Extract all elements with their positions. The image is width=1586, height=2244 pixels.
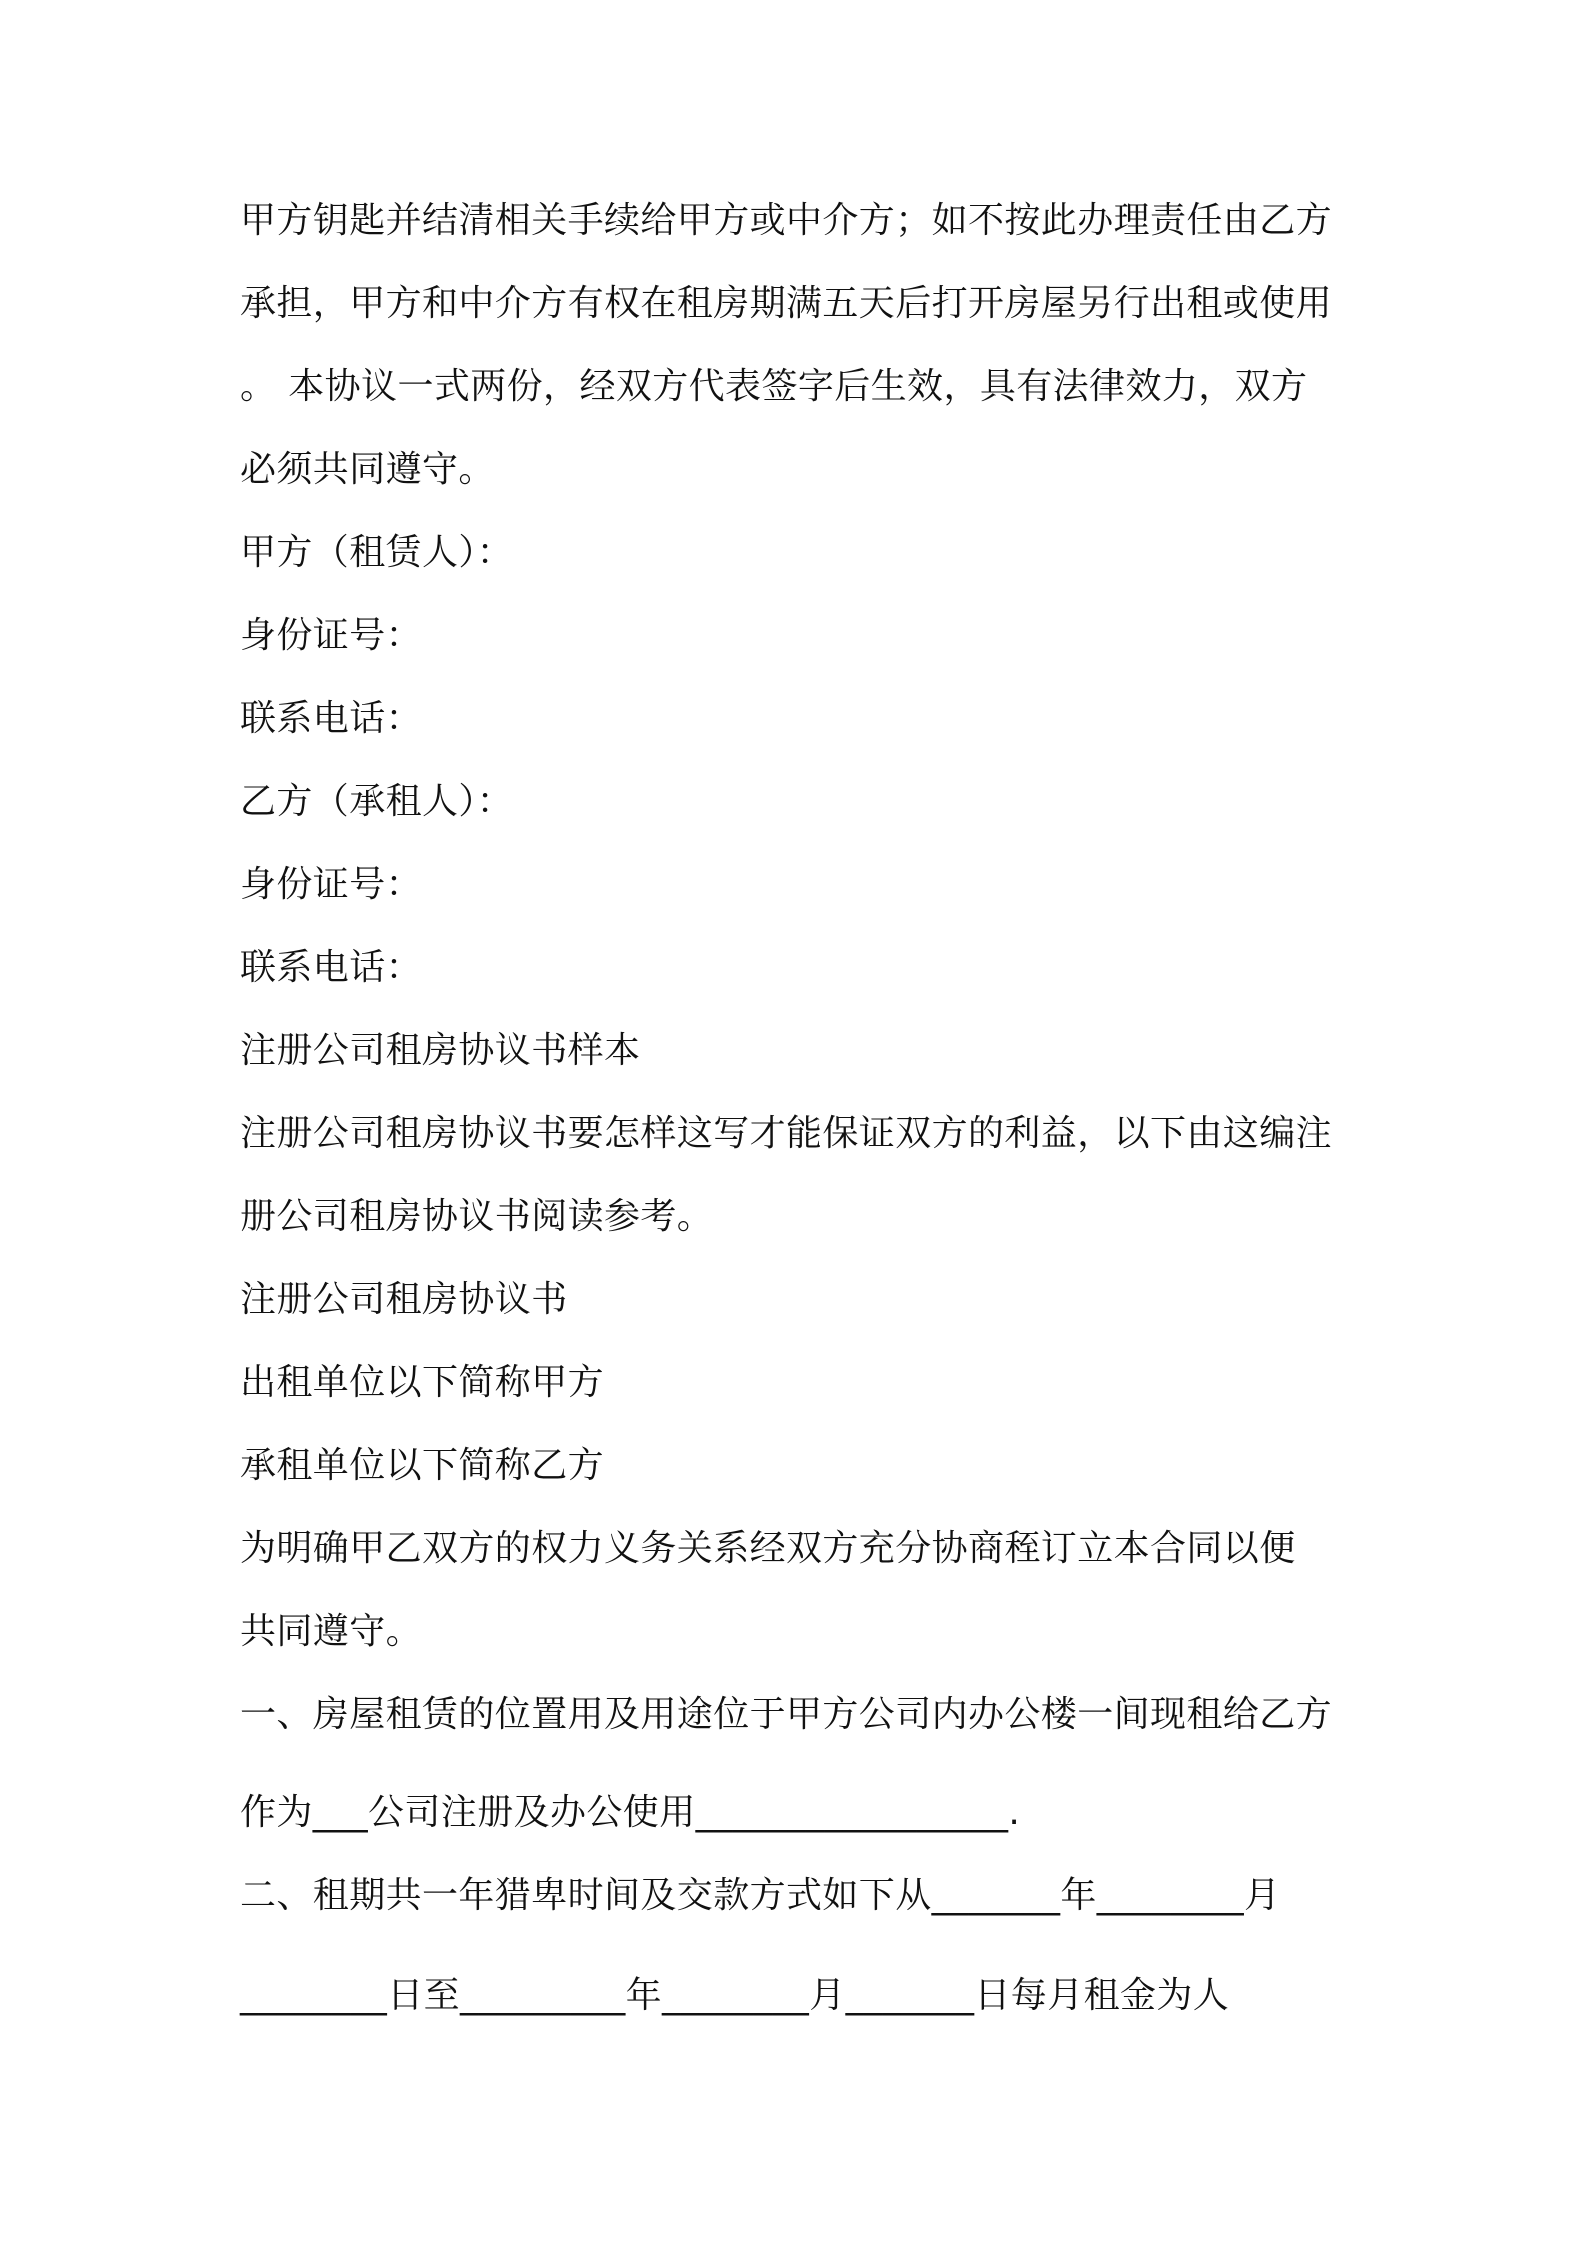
- clause-one-continued: 作为___公司注册及办公使用_________________.: [240, 1792, 1021, 1833]
- party-b-label: 乙方（承租人）：: [240, 781, 514, 822]
- text-line: 甲方钥匙并结清相关手续给甲方或中介方；如不按此办理责任由乙方: [240, 200, 1333, 241]
- text-line: 共同遵守。: [240, 1611, 423, 1652]
- clause-two: 二、租期共一年猎卑时间及交款方式如下从_______年________月: [240, 1875, 1281, 1916]
- agreement-title: 注册公司租房协议书: [240, 1279, 568, 1320]
- text-line: 为明确甲乙双方的权力义务关系经双方充分协商秷订立本合同以便: [240, 1528, 1296, 1569]
- clause-one: 一、房屋租赁的位置用及用途位于甲方公司内办公楼一间现租给乙方: [240, 1694, 1333, 1735]
- lessee-definition: 承租单位以下简称乙方: [240, 1445, 605, 1486]
- party-b-id-label: 身份证号：: [240, 864, 423, 905]
- party-b-phone-label: 联系电话：: [240, 947, 423, 988]
- clause-two-continued: ________日至_________年________月_______日每月租金为人: [240, 1975, 1230, 2016]
- text-line: 。 本协议一式两份，经双方代表签字后生效，具有法律效力，双方: [240, 366, 1308, 407]
- text-line: 册公司租房协议书阅读参考。: [240, 1196, 714, 1237]
- text-line: 注册公司租房协议书要怎样这写才能保证双方的利益，以下由这编注: [240, 1113, 1333, 1154]
- lessor-definition: 出租单位以下简称甲方: [240, 1362, 605, 1403]
- document-body: [240, 200, 1360, 2058]
- text-line: 承担，甲方和中介方有权在租房期满五天后打开房屋另行出租或使用: [240, 283, 1333, 324]
- party-a-phone-label: 联系电话：: [240, 698, 423, 739]
- party-a-label: 甲方（租赁人）：: [240, 532, 514, 573]
- party-a-id-label: 身份证号：: [240, 615, 423, 656]
- text-line: 必须共同遵守。: [240, 449, 495, 490]
- section-heading: 注册公司租房协议书样本: [240, 1030, 641, 1071]
